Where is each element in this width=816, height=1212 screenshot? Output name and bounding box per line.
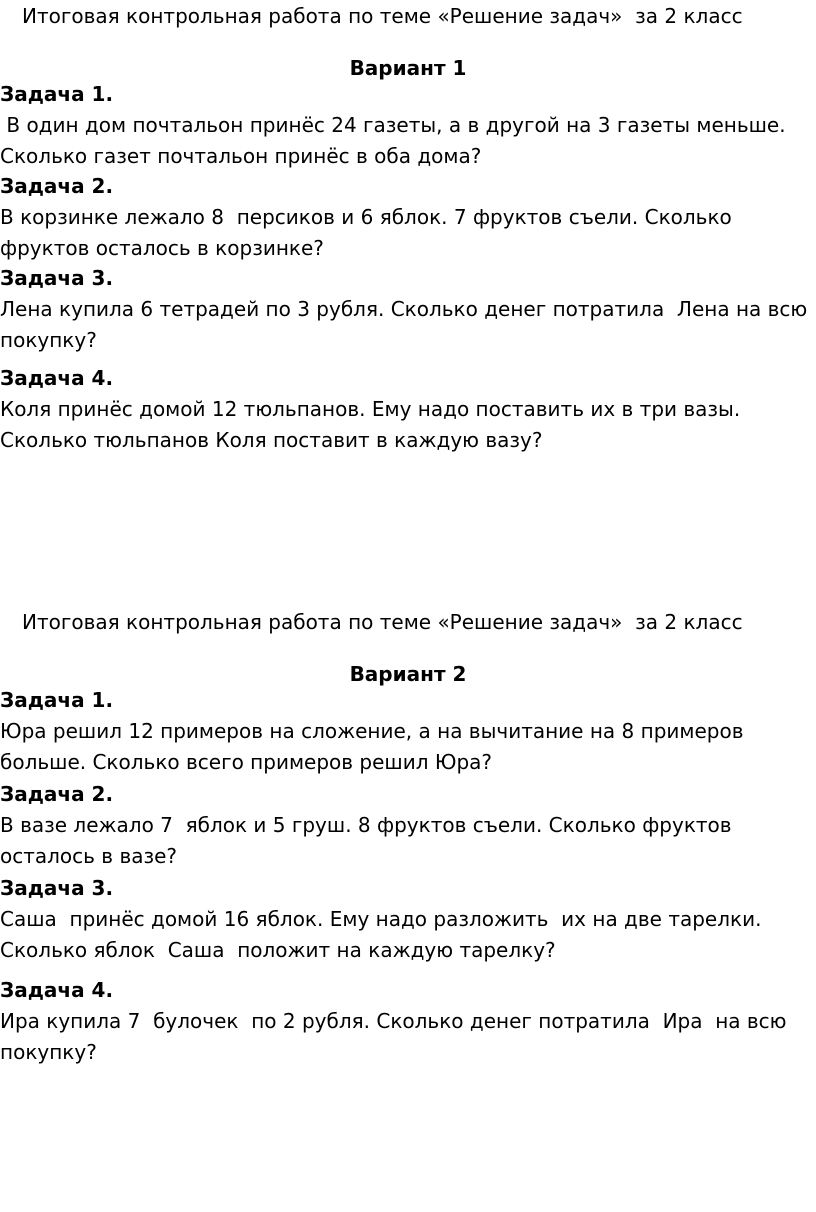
document-title: Итоговая контрольная работа по теме «Решение задач» за 2 класс bbox=[22, 4, 743, 28]
task-text: В вазе лежало 7 яблок и 5 груш. 8 фруктов съели. Сколько фруктов осталось в вазе? bbox=[0, 813, 738, 868]
task-title: Задача 1. bbox=[0, 82, 114, 106]
task-title: Задача 4. bbox=[0, 366, 114, 390]
task-title: Задача 3. bbox=[0, 876, 114, 900]
task-1 bbox=[0, 82, 816, 172]
variant-title: Вариант 1 bbox=[349, 56, 467, 80]
task-title: Задача 4. bbox=[0, 978, 114, 1002]
task-text: В корзинке лежало 8 персиков и 6 яблок. 7 фруктов съели. Сколько фруктов осталось в корзинке? bbox=[0, 205, 739, 260]
task-4 bbox=[0, 366, 816, 456]
task-3 bbox=[0, 266, 816, 356]
task-4 bbox=[0, 978, 816, 1068]
task-title: Задача 3. bbox=[0, 266, 114, 290]
task-title: Задача 2. bbox=[0, 174, 114, 198]
task-text: Коля принёс домой 12 тюльпанов. Ему надо поставить их в три вазы. Сколько тюльпанов Коля поставит в каждую вазу? bbox=[0, 397, 747, 452]
task-text: Ира купила 7 булочек по 2 рубля. Сколько денег потратила Ира на всю покупку? bbox=[0, 1009, 793, 1064]
task-text: Саша принёс домой 16 яблок. Ему надо разложить их на две тарелки. Сколько яблок Саша положит на каждую тарелку? bbox=[0, 907, 768, 962]
task-text: В один дом почтальон принёс 24 газеты, а в другой на 3 газеты меньше. Сколько газет почтальон принёс в оба дома? bbox=[0, 113, 792, 168]
task-text: Юра решил 12 примеров на сложение, а на вычитание на 8 примеров больше. Сколько всего примеров решил Юра? bbox=[0, 719, 750, 774]
task-2 bbox=[0, 174, 816, 264]
task-1 bbox=[0, 688, 816, 778]
document-title: Итоговая контрольная работа по теме «Решение задач» за 2 класс bbox=[22, 610, 743, 634]
task-3 bbox=[0, 876, 816, 966]
task-title: Задача 1. bbox=[0, 688, 114, 712]
variant-title: Вариант 2 bbox=[349, 662, 467, 686]
task-2 bbox=[0, 782, 816, 872]
task-text: Лена купила 6 тетрадей по 3 рубля. Сколько денег потратила Лена на всю покупку? bbox=[0, 297, 814, 352]
task-title: Задача 2. bbox=[0, 782, 114, 806]
